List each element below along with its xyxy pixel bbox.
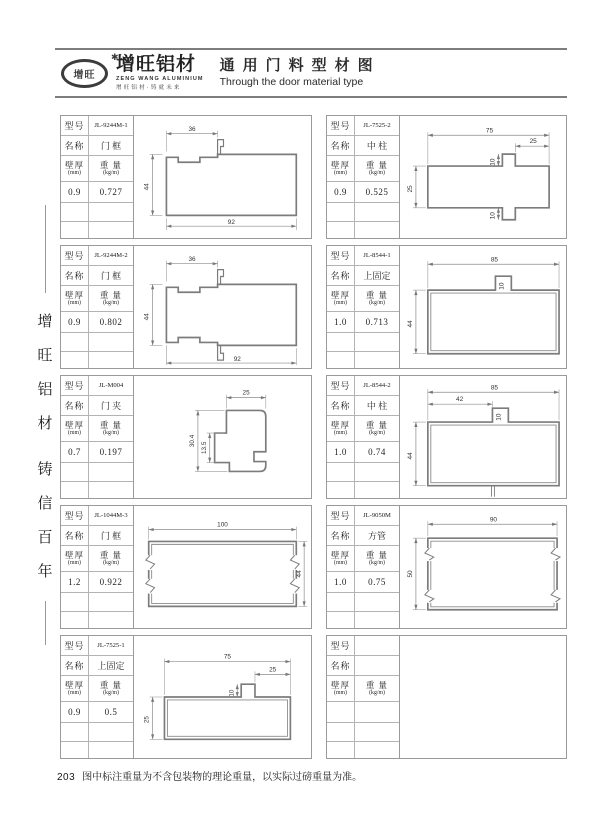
thickness-value: 1.2 xyxy=(61,572,89,593)
spec-table xyxy=(61,636,134,758)
thickness-header: 壁厚 (mm) xyxy=(327,676,355,702)
model-value: JL-1044M-3 xyxy=(89,506,133,526)
dim-label: 36 xyxy=(188,255,196,263)
thickness-value: 1.0 xyxy=(327,442,355,463)
thickness-value xyxy=(327,702,355,723)
dim-label: 44 xyxy=(296,570,304,578)
empty-row xyxy=(355,203,399,222)
weight-value: 0.525 xyxy=(355,182,399,203)
empty-row xyxy=(61,742,89,758)
dim-label: 44 xyxy=(143,313,151,321)
name-label: 名称 xyxy=(327,396,355,416)
profile-drawing xyxy=(134,376,311,498)
empty-row xyxy=(355,222,399,238)
name-value: 门 框 xyxy=(89,136,133,156)
empty-row xyxy=(89,482,133,498)
thickness-header: 壁厚 (mm) xyxy=(327,416,355,442)
brand-name: 增旺铝材 xyxy=(116,53,197,75)
weight-header: 重 量 (kg/m) xyxy=(355,416,399,442)
name-value: 门 框 xyxy=(89,526,133,546)
spec-table xyxy=(327,246,400,368)
page-title: 通用门料型材图 xyxy=(219,56,381,74)
page-header xyxy=(55,48,567,98)
profile-cell-jl-7525-1 xyxy=(60,635,312,759)
model-label: 型号 xyxy=(327,506,355,526)
dim-label: 90 xyxy=(489,516,498,524)
dim-label: 44 xyxy=(406,452,414,460)
empty-row xyxy=(61,482,89,498)
name-label: 名称 xyxy=(61,656,89,676)
thickness-value: 0.9 xyxy=(61,182,89,203)
empty-row xyxy=(89,463,133,482)
name-value xyxy=(355,656,399,676)
spec-table xyxy=(61,246,134,368)
empty-row xyxy=(355,742,399,758)
empty-row xyxy=(355,463,399,482)
empty-row xyxy=(61,593,89,612)
weight-value: 0.922 xyxy=(89,572,133,593)
thickness-header: 壁厚 (mm) xyxy=(327,286,355,312)
dim-label: 50 xyxy=(406,570,414,578)
weight-header: 重 量 (kg/m) xyxy=(89,676,133,702)
dim-label: 10 xyxy=(228,689,236,697)
model-value: JL-8544-1 xyxy=(355,246,399,266)
thickness-value: 1.0 xyxy=(327,312,355,333)
empty-row xyxy=(61,463,89,482)
name-value: 中 柱 xyxy=(355,136,399,156)
name-label: 名称 xyxy=(61,136,89,156)
profile-cell-jl-1044m-3 xyxy=(60,505,312,629)
spec-table xyxy=(61,376,134,498)
thickness-header: 壁厚 (mm) xyxy=(327,156,355,182)
dim-label: 85 xyxy=(490,384,499,392)
dim-label: 10 xyxy=(495,413,503,421)
name-label: 名称 xyxy=(61,396,89,416)
model-label: 型号 xyxy=(61,506,89,526)
profile-cell-jl-8544-1 xyxy=(326,245,567,369)
weight-header: 重 量 (kg/m) xyxy=(355,286,399,312)
empty-row xyxy=(327,723,355,742)
profile-drawing xyxy=(400,116,566,238)
empty-row xyxy=(355,352,399,368)
empty-row xyxy=(327,593,355,612)
dim-label: 85 xyxy=(490,256,499,264)
weight-header: 重 量 (kg/m) xyxy=(355,156,399,182)
thickness-value: 0.9 xyxy=(61,312,89,333)
spec-table xyxy=(327,116,400,238)
profile-drawing xyxy=(134,636,311,758)
model-label: 型号 xyxy=(327,246,355,266)
empty-row xyxy=(89,203,133,222)
weight-value: 0.74 xyxy=(355,442,399,463)
sidebar-text-top: 增旺铝材 xyxy=(37,313,53,432)
weight-header: 重 量 (kg/m) xyxy=(89,156,133,182)
weight-value: 0.5 xyxy=(89,702,133,723)
dim-label: 25 xyxy=(242,389,250,397)
empty-row xyxy=(327,742,355,758)
empty-row xyxy=(327,463,355,482)
page-number: 203 xyxy=(57,772,76,783)
dim-label: 92 xyxy=(233,356,241,364)
profile-drawing xyxy=(400,376,566,498)
dim-label: 25 xyxy=(143,716,151,724)
profile-drawing xyxy=(134,116,311,238)
weight-value: 0.802 xyxy=(89,312,133,333)
spec-table xyxy=(61,506,134,628)
model-value: JL-9244M-1 xyxy=(89,116,133,136)
name-value: 上固定 xyxy=(89,656,133,676)
model-value xyxy=(355,636,399,656)
model-label: 型号 xyxy=(327,636,355,656)
weight-value: 0.727 xyxy=(89,182,133,203)
empty-row xyxy=(327,482,355,498)
weight-header: 重 量 (kg/m) xyxy=(355,676,399,702)
empty-row xyxy=(89,723,133,742)
profile-drawing xyxy=(400,506,566,628)
thickness-value: 0.7 xyxy=(61,442,89,463)
spec-table xyxy=(327,376,400,498)
dim-label: 75 xyxy=(485,127,494,135)
dim-label: 25 xyxy=(529,138,537,146)
weight-value: 0.197 xyxy=(89,442,133,463)
spec-table xyxy=(327,636,400,758)
model-label: 型号 xyxy=(61,376,89,396)
name-label: 名称 xyxy=(61,526,89,546)
profile-drawing xyxy=(134,246,311,368)
spec-table xyxy=(61,116,134,238)
name-label: 名称 xyxy=(327,526,355,546)
dim-label: 13.5 xyxy=(200,441,208,455)
empty-row xyxy=(89,742,133,758)
profile-drawing xyxy=(400,246,566,368)
brand-slogan: 增旺铝材·铸就未来 xyxy=(116,85,182,92)
empty-row xyxy=(61,723,89,742)
profile-cell-jl-7525-2 xyxy=(326,115,567,239)
brand-name-en: ZENG WANG ALUMINIUM xyxy=(116,75,204,82)
model-value: JL-9050M xyxy=(355,506,399,526)
model-value: JL-9244M-2 xyxy=(89,246,133,266)
page-title-block xyxy=(220,58,381,89)
empty-row xyxy=(355,333,399,352)
profile-grid xyxy=(60,115,567,759)
empty-row xyxy=(355,482,399,498)
sidebar-rule-bottom xyxy=(45,601,46,645)
thickness-header: 壁厚 (mm) xyxy=(61,546,89,572)
dim-label: 25 xyxy=(406,185,414,193)
empty-row xyxy=(355,612,399,628)
model-value: JL-M004 xyxy=(89,376,133,396)
empty-row xyxy=(327,333,355,352)
dim-label: 100 xyxy=(217,521,228,529)
name-value: 中 柱 xyxy=(355,396,399,416)
name-label: 名称 xyxy=(61,266,89,286)
profile-drawing-empty xyxy=(400,636,566,758)
dim-label: 92 xyxy=(227,219,235,227)
dim-label: 10 xyxy=(489,158,497,166)
model-label: 型号 xyxy=(61,116,89,136)
thickness-header: 壁厚 (mm) xyxy=(327,546,355,572)
model-label: 型号 xyxy=(327,376,355,396)
model-label: 型号 xyxy=(61,246,89,266)
dim-label: 30.4 xyxy=(188,434,196,448)
dim-label: 10 xyxy=(498,282,506,290)
empty-row xyxy=(89,593,133,612)
name-label: 名称 xyxy=(327,136,355,156)
sidebar-rule-top xyxy=(45,205,46,293)
weight-value xyxy=(355,702,399,723)
model-label: 型号 xyxy=(327,116,355,136)
profile-cell-jl-8544-2 xyxy=(326,375,567,499)
model-value: JL-7525-1 xyxy=(89,636,133,656)
profile-cell-empty xyxy=(326,635,567,759)
brand-block xyxy=(116,55,204,92)
thickness-value: 1.0 xyxy=(327,572,355,593)
name-label: 名称 xyxy=(327,266,355,286)
thickness-header: 壁厚 (mm) xyxy=(61,676,89,702)
profile-cell-jl-9244m-1 xyxy=(60,115,312,239)
empty-row xyxy=(89,612,133,628)
name-label: 名称 xyxy=(327,656,355,676)
empty-row xyxy=(327,352,355,368)
weight-header: 重 量 (kg/m) xyxy=(355,546,399,572)
empty-row xyxy=(61,222,89,238)
thickness-header: 壁厚 (mm) xyxy=(61,416,89,442)
thickness-header: 壁厚 (mm) xyxy=(61,286,89,312)
logo-star-icon: ✱ xyxy=(111,52,119,62)
name-value: 上固定 xyxy=(355,266,399,286)
empty-row xyxy=(355,593,399,612)
logo-ellipse-icon xyxy=(61,59,108,88)
profile-cell-jl-m004 xyxy=(60,375,312,499)
empty-row xyxy=(89,333,133,352)
empty-row xyxy=(327,612,355,628)
company-logo xyxy=(55,52,204,92)
spec-table xyxy=(327,506,400,628)
empty-row xyxy=(89,222,133,238)
name-value: 门 夹 xyxy=(89,396,133,416)
thickness-header: 壁厚 (mm) xyxy=(61,156,89,182)
page-subtitle: Through the door material type xyxy=(219,76,364,89)
empty-row xyxy=(327,222,355,238)
weight-value: 0.75 xyxy=(355,572,399,593)
footer-note xyxy=(57,768,362,783)
model-value: JL-7525-2 xyxy=(355,116,399,136)
model-value: JL-8544-2 xyxy=(355,376,399,396)
weight-header: 重 量 (kg/m) xyxy=(89,416,133,442)
thickness-value: 0.9 xyxy=(61,702,89,723)
empty-row xyxy=(327,203,355,222)
empty-row xyxy=(61,203,89,222)
weight-value: 0.713 xyxy=(355,312,399,333)
sidebar-slogan xyxy=(34,205,56,645)
profile-cell-jl-9050m xyxy=(326,505,567,629)
dim-label: 36 xyxy=(188,125,196,133)
empty-row xyxy=(61,352,89,368)
profile-drawing xyxy=(134,506,311,628)
dim-label: 42 xyxy=(456,396,464,404)
sidebar-text-bottom: 铸信百年 xyxy=(37,461,53,580)
model-label: 型号 xyxy=(61,636,89,656)
dim-label: 10 xyxy=(489,212,497,220)
dim-label: 25 xyxy=(269,666,277,674)
dim-label: 44 xyxy=(143,183,151,191)
empty-row xyxy=(61,333,89,352)
name-value: 方管 xyxy=(355,526,399,546)
profile-cell-jl-9244m-2 xyxy=(60,245,312,369)
weight-header: 重 量 (kg/m) xyxy=(89,546,133,572)
dim-label: 44 xyxy=(406,320,414,328)
dim-label: 75 xyxy=(223,653,231,661)
weight-header: 重 量 (kg/m) xyxy=(89,286,133,312)
empty-row xyxy=(355,723,399,742)
empty-row xyxy=(89,352,133,368)
logo-badge-text: 增旺 xyxy=(73,69,96,81)
name-value: 门 框 xyxy=(89,266,133,286)
thickness-value: 0.9 xyxy=(327,182,355,203)
footer-note-text: 图中标注重量为不含包装物的理论重量，以实际过磅重量为准。 xyxy=(82,772,363,783)
empty-row xyxy=(61,612,89,628)
